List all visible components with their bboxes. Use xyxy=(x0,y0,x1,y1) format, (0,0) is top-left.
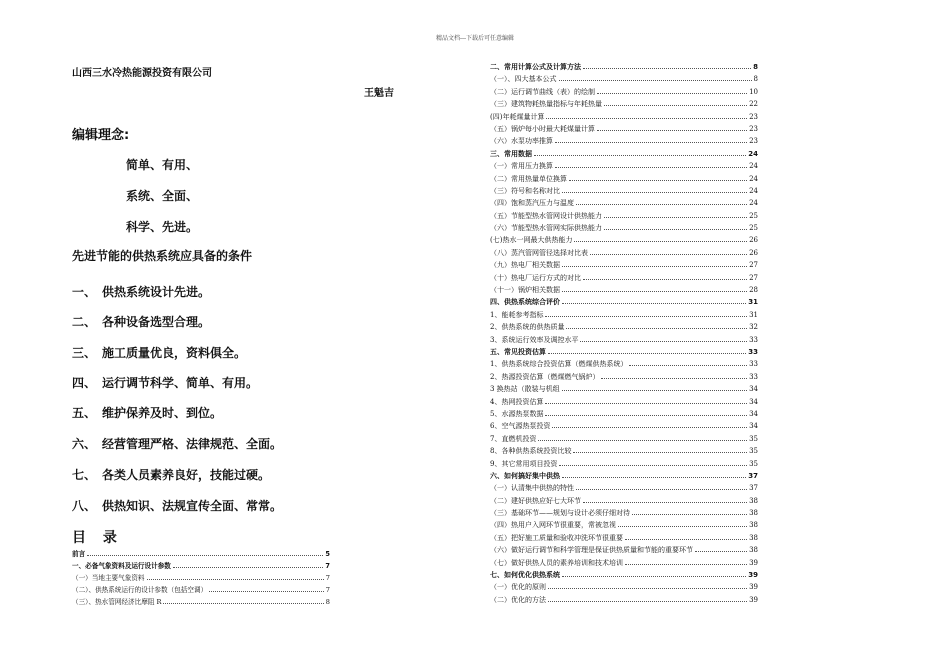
toc-entry-title: （四）饱和蒸汽压力与温度 xyxy=(490,199,574,208)
toc-entry[interactable] xyxy=(490,310,758,322)
page-header: 精品文档---下载后可任意编辑 xyxy=(435,35,515,42)
toc-entry-title: 1、能耗参考指标 xyxy=(490,310,544,319)
toc-entry-title: 1、供热系统综合投资估算（燃煤供热系统） xyxy=(490,360,628,369)
toc-dot-leader xyxy=(548,587,747,589)
toc-entry-title: （五）锅炉每小时最大耗煤量计算 xyxy=(490,124,595,133)
toc-entry-title: （一）当地主要气象资料 xyxy=(72,574,145,582)
toc-entry-page: 24 xyxy=(749,162,758,171)
condition-item xyxy=(72,466,270,483)
toc-dot-leader xyxy=(601,377,747,379)
toc-entry-title: （六）节能型热水管网实际供热能力 xyxy=(490,224,602,233)
toc-entry-title: 七、如何优化供热系统 xyxy=(490,571,560,580)
toc-dot-leader xyxy=(618,525,747,527)
toc-entry[interactable] xyxy=(490,421,758,433)
toc-dot-leader xyxy=(597,92,747,94)
toc-entry-title: (四)年耗煤量计算 xyxy=(490,112,545,121)
condition-item xyxy=(72,313,210,330)
toc-entry[interactable] xyxy=(490,285,758,297)
toc-entry-title: （二）、供热系统运行的设计参数（包括空调） xyxy=(72,586,208,594)
condition-number: 六、 xyxy=(72,437,97,451)
condition-number: 一、 xyxy=(72,285,97,299)
toc-entry[interactable] xyxy=(490,112,758,124)
toc-entry-title: （三）、热水管网经济比摩阻 R xyxy=(72,598,162,606)
toc-entry[interactable] xyxy=(490,384,758,396)
toc-entry[interactable] xyxy=(490,161,758,173)
condition-item xyxy=(72,344,246,361)
toc-entry-page: 23 xyxy=(749,112,758,121)
toc-entry-title: 6、空气源热泵投资 xyxy=(490,422,551,431)
toc-entry-page: 39 xyxy=(749,583,758,592)
toc-entry-title: （三）符号和名称对比 xyxy=(490,186,560,195)
toc-entry-page: 27 xyxy=(749,261,758,270)
toc-entry-page: 24 xyxy=(749,174,758,183)
toc-entry-title: （五）节能型热水管网设计供热能力 xyxy=(490,211,602,220)
toc-entry-page: 8 xyxy=(753,75,758,84)
toc-entry[interactable] xyxy=(490,496,758,508)
toc-dot-leader xyxy=(580,340,747,342)
toc-dot-leader xyxy=(583,67,751,69)
toc-dot-leader xyxy=(604,228,747,230)
toc-dot-leader xyxy=(590,253,747,255)
condition-item xyxy=(72,374,258,391)
toc-entry-page: 33 xyxy=(749,360,758,369)
toc-entry-page: 37 xyxy=(749,484,758,493)
toc-entry-title: （七）做好供热人员的素养培训和技术培训 xyxy=(490,558,623,567)
concept-item: 科学、先进。 xyxy=(126,220,199,234)
condition-item xyxy=(72,404,222,421)
toc-entry-page: 25 xyxy=(749,211,758,220)
toc-dot-leader xyxy=(583,501,747,503)
toc-entry[interactable] xyxy=(72,584,330,596)
toc-entry[interactable] xyxy=(490,397,758,409)
toc-entry-page: 22 xyxy=(749,100,758,109)
toc-entry-title: 五、常见投资估算 xyxy=(490,347,546,356)
toc-entry-title: （八）蒸汽管网管径选择对比表 xyxy=(490,248,588,257)
toc-entry[interactable] xyxy=(490,297,758,309)
conditions-title: 先进节能的供热系统应具备的条件 xyxy=(72,249,253,263)
toc-entry[interactable] xyxy=(490,372,758,384)
toc-entry-page: 33 xyxy=(749,335,758,344)
toc-dot-leader xyxy=(573,451,747,453)
toc-right-column xyxy=(490,62,758,607)
condition-number: 八、 xyxy=(72,499,97,513)
condition-text: 供热知识、法规宣传全面、常常。 xyxy=(102,499,283,513)
toc-entry[interactable] xyxy=(490,223,758,235)
toc-entry[interactable] xyxy=(490,136,758,148)
toc-dot-leader xyxy=(545,315,747,317)
toc-entry-page: 38 xyxy=(749,521,758,530)
toc-dot-leader xyxy=(545,402,747,404)
toc-dot-leader xyxy=(552,426,747,428)
condition-text: 维护保养及时、到位。 xyxy=(102,406,223,420)
toc-entry-title: （二）常用热量单位换算 xyxy=(490,174,567,183)
toc-entry-title: (七)热水一网最大供热能力 xyxy=(490,236,573,245)
toc-entry-page: 7 xyxy=(325,574,330,582)
toc-entry-title: （六）水泵功率推算 xyxy=(490,137,553,146)
toc-entry-page: 39 xyxy=(748,571,758,580)
toc-dot-leader xyxy=(562,302,746,304)
toc-entry[interactable] xyxy=(490,174,758,186)
toc-entry-title: （一）常用压力换算 xyxy=(490,162,553,171)
toc-entry[interactable] xyxy=(490,124,758,136)
concept-title: 编辑理念: xyxy=(72,128,130,143)
toc-entry[interactable] xyxy=(490,235,758,247)
toc-entry[interactable] xyxy=(490,582,758,594)
toc-entry[interactable] xyxy=(490,533,758,545)
toc-entry-page: 27 xyxy=(749,273,758,282)
toc-entry-page: 8 xyxy=(325,598,330,606)
toc-entry-title: （三）建筑物耗热量指标与年耗热量 xyxy=(490,100,602,109)
toc-entry-page: 38 xyxy=(749,533,758,542)
toc-entry[interactable] xyxy=(490,520,758,532)
toc-entry-title: （一）认清集中供热的特性 xyxy=(490,484,574,493)
toc-entry[interactable] xyxy=(490,558,758,570)
toc-entry-page: 31 xyxy=(748,298,758,307)
condition-text: 各类人员素养良好，技能过硬。 xyxy=(102,468,271,482)
toc-title: 目 录 xyxy=(72,530,123,546)
toc-entry-title: 一、必备气象资料及运行设计参数 xyxy=(72,562,171,570)
condition-text: 经营管理严格、法律规范、全面。 xyxy=(102,437,283,451)
toc-entry-title: （五）把好施工质量和验收冲洗环节很重要 xyxy=(490,533,623,542)
condition-number: 三、 xyxy=(72,346,97,360)
toc-entry[interactable] xyxy=(490,186,758,198)
toc-dot-leader xyxy=(562,290,747,292)
toc-dot-leader xyxy=(548,352,746,354)
toc-entry-page: 39 xyxy=(749,595,758,604)
toc-entry[interactable] xyxy=(490,322,758,334)
toc-entry-title: （一）优化的原则 xyxy=(490,583,546,592)
toc-dot-leader xyxy=(538,439,747,441)
concept-item: 系统、全面、 xyxy=(126,189,199,203)
toc-entry[interactable] xyxy=(490,273,758,285)
condition-item xyxy=(72,435,282,452)
toc-dot-leader xyxy=(163,602,323,604)
toc-entry-title: （十）热电厂运行方式的对比 xyxy=(490,273,581,282)
toc-entry[interactable] xyxy=(490,87,758,99)
toc-dot-leader xyxy=(569,179,747,181)
toc-entry[interactable] xyxy=(490,335,758,347)
toc-dot-leader xyxy=(632,513,747,515)
toc-entry-title: （九）热电厂相关数据 xyxy=(490,261,560,270)
toc-entry-title: （二）优化的方法 xyxy=(490,595,546,604)
toc-entry-page: 7 xyxy=(325,586,330,594)
toc-entry-page: 38 xyxy=(749,509,758,518)
condition-number: 四、 xyxy=(72,376,97,390)
toc-entry[interactable] xyxy=(490,260,758,272)
toc-entry-title: （二）建好供热应好七大环节 xyxy=(490,496,581,505)
toc-dot-leader xyxy=(562,389,747,391)
toc-entry-page: 33 xyxy=(749,372,758,381)
toc-entry[interactable] xyxy=(490,434,758,446)
toc-entry[interactable] xyxy=(490,149,758,161)
toc-entry-page: 31 xyxy=(749,310,758,319)
condition-number: 二、 xyxy=(72,315,97,329)
condition-number: 七、 xyxy=(72,468,97,482)
toc-dot-leader xyxy=(597,129,747,131)
toc-entry[interactable] xyxy=(490,62,758,74)
toc-entry[interactable] xyxy=(490,99,758,111)
condition-number: 五、 xyxy=(72,406,97,420)
toc-entry[interactable] xyxy=(72,560,330,572)
toc-dot-leader xyxy=(566,327,747,329)
toc-entry[interactable] xyxy=(72,596,330,608)
toc-dot-leader xyxy=(147,578,324,580)
toc-dot-leader xyxy=(555,141,747,143)
toc-entry[interactable] xyxy=(490,595,758,607)
toc-dot-leader xyxy=(87,554,323,556)
toc-entry-page: 5 xyxy=(325,550,330,558)
toc-entry-title: 5、水源热泵数据 xyxy=(490,409,544,418)
toc-entry-page: 37 xyxy=(748,471,758,480)
toc-entry-title: 7、直燃机投资 xyxy=(490,434,537,443)
toc-entry-title: 9、其它常用项目投资 xyxy=(490,459,558,468)
toc-entry[interactable] xyxy=(490,446,758,458)
toc-entry-page: 35 xyxy=(749,447,758,456)
toc-entry-title: 8、各种供热系统投资比较 xyxy=(490,447,572,456)
toc-dot-leader xyxy=(574,240,747,242)
toc-entry-page: 7 xyxy=(325,562,330,570)
toc-entry[interactable] xyxy=(490,570,758,582)
toc-dot-leader xyxy=(695,550,747,552)
company-name: 山西三水冷热能源投资有限公司 xyxy=(72,68,212,79)
toc-dot-leader xyxy=(562,265,747,267)
toc-dot-leader xyxy=(604,216,747,218)
toc-dot-leader xyxy=(583,278,747,280)
toc-entry-title: （三）基础环节——规划与设计必须仔细对待 xyxy=(490,509,630,518)
toc-dot-leader xyxy=(625,538,747,540)
author-name: 王魁吉 xyxy=(364,88,394,99)
toc-entry-page: 10 xyxy=(749,87,758,96)
toc-entry[interactable] xyxy=(490,545,758,557)
toc-entry-title: 3 换热站（散装与机组 xyxy=(490,385,560,394)
toc-entry-page: 26 xyxy=(749,248,758,257)
toc-entry[interactable] xyxy=(490,211,758,223)
condition-text: 运行调节科学、简单、有用。 xyxy=(102,376,259,390)
toc-entry[interactable] xyxy=(490,459,758,471)
toc-entry-title: 前言 xyxy=(72,550,86,558)
condition-text: 施工质量优良，资料俱全。 xyxy=(102,346,247,360)
toc-entry-title: 3、系统运行效率及调控水平 xyxy=(490,335,579,344)
toc-entry-page: 8 xyxy=(753,63,758,71)
toc-entry-title: （一）、四大基本公式 xyxy=(490,75,557,84)
condition-item xyxy=(72,497,282,514)
toc-entry-page: 28 xyxy=(749,286,758,295)
toc-dot-leader xyxy=(555,166,747,168)
toc-dot-leader xyxy=(173,566,324,568)
toc-entry[interactable] xyxy=(490,508,758,520)
toc-entry-page: 23 xyxy=(749,137,758,146)
toc-entry-page: 24 xyxy=(749,199,758,208)
toc-dot-leader xyxy=(559,79,752,81)
toc-dot-leader xyxy=(604,104,747,106)
toc-dot-leader xyxy=(559,464,747,466)
condition-text: 各种设备选型合理。 xyxy=(102,315,211,329)
toc-entry[interactable] xyxy=(490,359,758,371)
toc-entry-page: 35 xyxy=(749,459,758,468)
toc-entry[interactable] xyxy=(490,471,758,483)
toc-entry-title: （十一）锅炉相关数据 xyxy=(490,286,560,295)
toc-entry-page: 24 xyxy=(748,149,758,158)
toc-entry[interactable] xyxy=(490,74,758,86)
toc-dot-leader xyxy=(545,414,747,416)
toc-entry-title: （四）热用户入网环节很重要，常被忽视 xyxy=(490,521,616,530)
toc-dot-leader xyxy=(562,476,746,478)
toc-entry-page: 34 xyxy=(749,397,758,406)
toc-entry-page: 34 xyxy=(749,422,758,431)
condition-text: 供热系统设计先进。 xyxy=(102,285,211,299)
toc-dot-leader xyxy=(546,117,747,119)
toc-dot-leader xyxy=(576,203,747,205)
toc-entry-page: 32 xyxy=(749,323,758,332)
toc-entry-page: 25 xyxy=(749,224,758,233)
toc-dot-leader xyxy=(625,563,747,565)
toc-dot-leader xyxy=(562,191,747,193)
toc-entry[interactable] xyxy=(490,409,758,421)
condition-item xyxy=(72,283,210,300)
toc-entry-page: 26 xyxy=(749,236,758,245)
toc-entry-title: 2、热源投资估算（燃煤燃气锅炉） xyxy=(490,372,600,381)
toc-entry-title: （六）做好运行调节和科学管理是保证供热质量和节能的重要环节 xyxy=(490,546,693,555)
toc-entry[interactable] xyxy=(72,548,330,560)
toc-entry-title: 2、供热系统的供热质量 xyxy=(490,323,565,332)
toc-entry-title: 4、热网投资估算 xyxy=(490,397,544,406)
toc-entry-page: 38 xyxy=(749,496,758,505)
toc-entry[interactable] xyxy=(490,248,758,260)
toc-entry-page: 34 xyxy=(749,385,758,394)
toc-entry-page: 24 xyxy=(749,186,758,195)
toc-entry-title: 三、常用数据 xyxy=(490,149,532,158)
toc-dot-leader xyxy=(548,600,747,602)
toc-entry-page: 39 xyxy=(749,558,758,567)
toc-dot-leader xyxy=(576,488,747,490)
toc-entry-page: 33 xyxy=(748,347,758,356)
toc-entry-page: 38 xyxy=(749,546,758,555)
toc-entry[interactable] xyxy=(72,572,330,584)
toc-entry[interactable] xyxy=(490,198,758,210)
toc-dot-leader xyxy=(534,154,746,156)
toc-entry-page: 34 xyxy=(749,409,758,418)
toc-dot-leader xyxy=(629,364,747,366)
toc-left-column xyxy=(72,548,330,608)
toc-entry-title: 二、常用计算公式及计算方法 xyxy=(490,63,581,71)
concept-item: 简单、有用、 xyxy=(126,158,199,172)
toc-entry[interactable] xyxy=(490,483,758,495)
toc-entry-title: 四、供热系统综合评价 xyxy=(490,298,560,307)
toc-entry-page: 23 xyxy=(749,124,758,133)
toc-entry-title: （二）运行调节曲线（表）的绘制 xyxy=(490,87,595,96)
toc-entry-page: 35 xyxy=(749,434,758,443)
toc-entry[interactable] xyxy=(490,347,758,359)
toc-dot-leader xyxy=(209,590,324,592)
toc-dot-leader xyxy=(562,575,746,577)
toc-entry-title: 六、如何搞好集中供热 xyxy=(490,471,560,480)
